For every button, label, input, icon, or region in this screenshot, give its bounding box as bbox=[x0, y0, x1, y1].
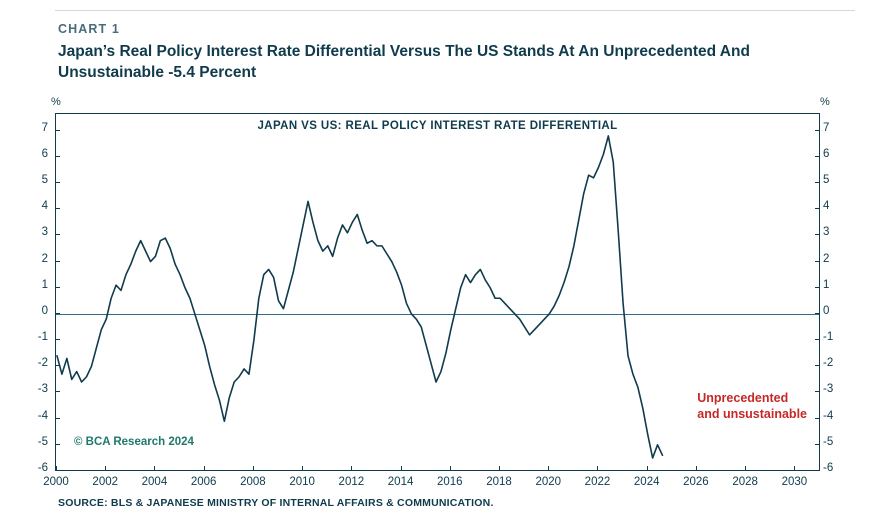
y-tick-right: -2 bbox=[823, 357, 834, 370]
y-tick-mark bbox=[55, 287, 60, 288]
y-tick-mark bbox=[815, 365, 820, 366]
x-tick-label: 2018 bbox=[486, 476, 512, 488]
y-tick-mark bbox=[55, 313, 60, 314]
y-tick-left: 6 bbox=[41, 147, 48, 160]
x-tick-label: 2016 bbox=[437, 476, 463, 488]
x-tick-label: 2000 bbox=[43, 476, 69, 488]
y-tick-right: -4 bbox=[823, 409, 834, 422]
x-tick-mark bbox=[647, 466, 648, 471]
x-tick-mark bbox=[253, 466, 254, 471]
x-tick-label: 2020 bbox=[535, 476, 562, 488]
y-tick-mark bbox=[55, 182, 60, 183]
x-tick-label: 2008 bbox=[240, 476, 266, 488]
x-tick-mark bbox=[794, 466, 795, 471]
annotation-line-1: Unprecedented bbox=[697, 391, 789, 405]
y-tick-mark bbox=[55, 444, 60, 445]
x-tick-label: 2030 bbox=[781, 476, 808, 488]
y-tick-mark bbox=[55, 156, 60, 157]
y-tick-left: -2 bbox=[37, 357, 48, 370]
x-tick-mark bbox=[401, 466, 402, 471]
y-tick-left: 0 bbox=[41, 304, 48, 317]
y-tick-left: 4 bbox=[41, 200, 48, 213]
y-tick-mark bbox=[815, 339, 820, 340]
y-tick-right: 1 bbox=[823, 278, 830, 291]
annotation-unprecedented bbox=[697, 390, 807, 422]
x-tick-label: 2022 bbox=[584, 476, 611, 488]
y-tick-mark bbox=[815, 418, 820, 419]
y-tick-mark bbox=[55, 339, 60, 340]
y-tick-mark bbox=[55, 261, 60, 262]
y-tick-mark bbox=[55, 234, 60, 235]
y-tick-right: 4 bbox=[823, 200, 830, 213]
y-tick-mark bbox=[815, 156, 820, 157]
y-tick-left: -4 bbox=[37, 409, 48, 422]
y-tick-right: 5 bbox=[823, 174, 830, 187]
y-tick-left: -6 bbox=[37, 462, 48, 474]
plot-title: JAPAN VS US: REAL POLICY INTEREST RATE DIFFERENTIAL bbox=[257, 120, 618, 132]
y-tick-left: -5 bbox=[37, 435, 48, 448]
y-tick-mark bbox=[55, 208, 60, 209]
x-tick-mark bbox=[499, 466, 500, 471]
source-note: SOURCE: BLS & JAPANESE MINISTRY OF INTERNAL AFFAIRS & COMMUNICATION. bbox=[58, 497, 494, 509]
x-tick-label: 2002 bbox=[92, 476, 119, 488]
y-tick-mark bbox=[815, 444, 820, 445]
annotation-line-2: and unsustainable bbox=[697, 407, 807, 421]
x-tick-mark bbox=[450, 466, 451, 471]
x-tick-mark bbox=[696, 466, 697, 471]
copyright-notice: © BCA Research 2024 bbox=[74, 436, 194, 448]
plot-area bbox=[55, 113, 820, 471]
x-tick-mark bbox=[154, 466, 155, 471]
y-tick-left: 5 bbox=[41, 174, 48, 187]
y-tick-mark bbox=[815, 234, 820, 235]
y-tick-mark bbox=[55, 418, 60, 419]
x-tick-label: 2012 bbox=[338, 476, 365, 488]
y-tick-mark bbox=[815, 287, 820, 288]
x-tick-mark bbox=[548, 466, 549, 471]
y-tick-left: 1 bbox=[41, 278, 48, 291]
y-tick-right: 3 bbox=[823, 226, 830, 239]
y-tick-mark bbox=[815, 182, 820, 183]
y-tick-mark bbox=[55, 130, 60, 131]
y-tick-right: 7 bbox=[823, 121, 830, 134]
top-divider bbox=[55, 10, 855, 11]
y-tick-right: 2 bbox=[823, 252, 830, 265]
y-tick-mark bbox=[55, 365, 60, 366]
x-tick-label: 2026 bbox=[683, 476, 709, 488]
x-tick-mark bbox=[204, 466, 205, 471]
right-axis-unit: % bbox=[820, 96, 830, 108]
y-tick-left: 7 bbox=[41, 121, 48, 134]
y-tick-left: -1 bbox=[37, 331, 48, 344]
x-tick-label: 2010 bbox=[289, 476, 315, 488]
y-tick-right: -5 bbox=[823, 435, 834, 448]
y-tick-mark bbox=[815, 470, 820, 471]
x-tick-mark bbox=[745, 466, 746, 471]
y-tick-left: -3 bbox=[37, 383, 48, 396]
y-tick-left: 2 bbox=[41, 252, 48, 265]
x-tick-mark bbox=[597, 466, 598, 471]
x-tick-mark bbox=[105, 466, 106, 471]
y-tick-right: -1 bbox=[823, 331, 834, 344]
x-tick-label: 2028 bbox=[732, 476, 758, 488]
y-tick-right: 6 bbox=[823, 147, 830, 160]
y-tick-mark bbox=[55, 391, 60, 392]
x-tick-mark bbox=[302, 466, 303, 471]
x-tick-label: 2024 bbox=[633, 476, 660, 488]
y-tick-mark bbox=[815, 391, 820, 392]
y-tick-right: 0 bbox=[823, 304, 830, 317]
x-tick-label: 2006 bbox=[190, 476, 217, 488]
y-tick-mark bbox=[815, 208, 820, 209]
chart-number-label: CHART 1 bbox=[58, 22, 120, 36]
left-axis-unit: % bbox=[51, 96, 61, 108]
y-tick-mark bbox=[815, 313, 820, 314]
y-tick-right: -3 bbox=[823, 383, 834, 396]
x-tick-mark bbox=[351, 466, 352, 471]
y-tick-mark bbox=[815, 261, 820, 262]
x-tick-label: 2014 bbox=[387, 476, 414, 488]
page-title: Japan’s Real Policy Interest Rate Differential Versus The US Stands At An Unprecedented And Unsustainable -5.4 Percent bbox=[58, 43, 750, 81]
y-tick-right: -6 bbox=[823, 462, 834, 474]
x-tick-label: 2004 bbox=[141, 476, 168, 488]
y-tick-mark bbox=[815, 130, 820, 131]
x-tick-mark bbox=[56, 466, 57, 471]
y-tick-left: 3 bbox=[41, 226, 48, 239]
